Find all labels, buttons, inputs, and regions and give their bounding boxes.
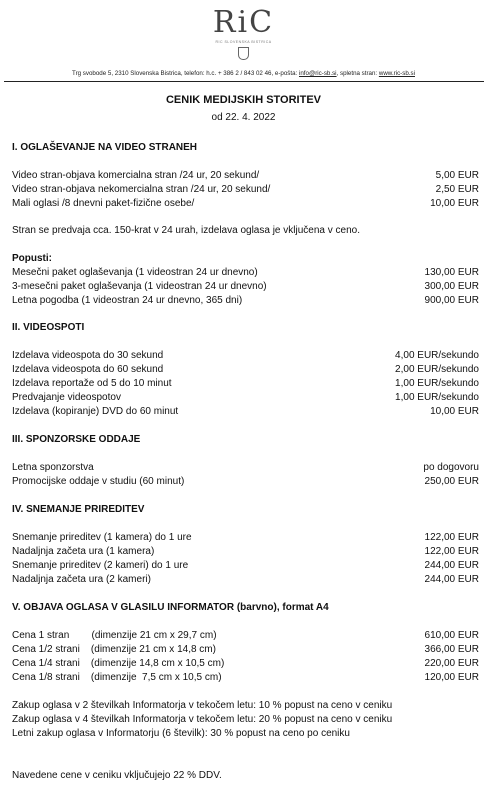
price-item-label: Nadaljnja začeta ura (2 kameri): [12, 574, 151, 585]
price-item-label: Izdelava videospota do 60 sekund: [12, 364, 164, 375]
price-item-value: 5,00 EUR: [435, 170, 479, 181]
price-item-value: 1,00 EUR/sekundo: [395, 392, 479, 403]
section-heading: II. VIDEOSPOTI: [12, 322, 85, 333]
web-label: , spletna stran:: [336, 70, 379, 77]
logo: [0, 5, 487, 60]
logo-subtitle: RIC SLOVENSKA BISTRICA: [215, 40, 272, 44]
price-item-value: 10,00 EUR: [430, 198, 479, 209]
price-item-label: Letna pogodba (1 videostran 24 ur dnevno, 365 dni): [12, 295, 243, 306]
price-item-value: 1,00 EUR/sekundo: [395, 378, 479, 389]
price-item-label: Cena 1/2 strani (dimenzije 21 cm x 14,8 cm): [12, 644, 216, 655]
price-item-value: 122,00 EUR: [424, 532, 479, 543]
price-item-value: 120,00 EUR: [424, 672, 479, 683]
price-item-label: Video stran-objava nekomercialna stran /24 ur, 20 sekund/: [12, 184, 271, 195]
price-item-value: 130,00 EUR: [424, 267, 479, 278]
price-item-value: 300,00 EUR: [424, 281, 479, 292]
header-divider: [4, 81, 484, 82]
crest-icon: [238, 47, 249, 60]
price-item-value: 366,00 EUR: [424, 644, 479, 655]
price-item-label: Nadaljnja začeta ura (1 kamera): [12, 546, 155, 557]
price-item-value: 900,00 EUR: [424, 295, 479, 306]
price-item-value: 4,00 EUR/sekundo: [395, 350, 479, 361]
section-heading: V. OBJAVA OGLASA V GLASILU INFORMATOR (barvno), format A4: [12, 602, 329, 613]
discount-line: Zakup oglasa v 4 številkah Informatorja v tekočem letu: 20 % popust na ceno v ceniku: [12, 714, 393, 725]
price-item-value: 610,00 EUR: [424, 630, 479, 641]
price-item-label: Cena 1/4 strani (dimenzije 14,8 cm x 10,5 cm): [12, 658, 225, 669]
price-item-value: 122,00 EUR: [424, 546, 479, 557]
price-item-label: Predvajanje videospotov: [12, 392, 121, 403]
price-item-value: 2,50 EUR: [435, 184, 479, 195]
section-heading: III. SPONZORSKE ODDAJE: [12, 434, 141, 445]
price-item-value: 244,00 EUR: [424, 574, 479, 585]
price-item-value: 10,00 EUR: [430, 406, 479, 417]
contact-line: [0, 70, 487, 77]
price-item-label: Mali oglasi /8 dnevni paket-fizične osebe/: [12, 198, 195, 209]
price-item-label: Snemanje prireditev (2 kameri) do 1 ure: [12, 560, 189, 571]
price-item-label: Cena 1/8 strani (dimenzije 7,5 cm x 10,5 cm): [12, 672, 222, 683]
price-item-label: Izdelava reportaže od 5 do 10 minut: [12, 378, 172, 389]
price-item-label: Promocijske oddaje v studiu (60 minut): [12, 476, 185, 487]
email-link[interactable]: info@ric-sb.si: [298, 70, 337, 77]
price-item-label: Izdelava videospota do 30 sekund: [12, 350, 164, 361]
discounts-heading: Popusti:: [12, 253, 52, 264]
price-item-value: 220,00 EUR: [424, 658, 479, 669]
price-item-label: Letna sponzorstva: [12, 462, 94, 473]
price-item-value: po dogovoru: [423, 462, 479, 473]
website-link[interactable]: www.ric-sb.si: [378, 70, 415, 77]
section-heading: I. OGLAŠEVANJE NA VIDEO STRANEH: [12, 142, 198, 153]
contact-text: Trg svobode 5, 2310 Slovenska Bistrica, telefon: h.c. + 386 2 / 843 02 46, e-pošta:: [72, 70, 299, 77]
discount-line: Zakup oglasa v 2 številkah Informatorja v tekočem letu: 10 % popust na ceno v ceniku: [12, 700, 393, 711]
section-heading: IV. SNEMANJE PRIREDITEV: [12, 504, 145, 515]
document-title: CENIK MEDIJSKIH STORITEV: [165, 94, 322, 106]
price-item-label: Izdelava (kopiranje) DVD do 60 minut: [12, 406, 179, 417]
price-item-value: 250,00 EUR: [424, 476, 479, 487]
price-item-value: 244,00 EUR: [424, 560, 479, 571]
price-item-label: Mesečni paket oglaševanja (1 videostran 24 ur dnevno): [12, 267, 258, 278]
price-item-label: 3-mesečni paket oglaševanja (1 videostran 24 ur dnevno): [12, 281, 267, 292]
discount-line: Letni zakup oglasa v Informatorju (6 številk): 30 % popust na ceno po ceniku: [12, 728, 350, 739]
price-item-label: Video stran-objava komercialna stran /24 ur, 20 sekund/: [12, 170, 260, 181]
document-date: od 22. 4. 2022: [211, 112, 276, 123]
price-item-label: Snemanje prireditev (1 kamera) do 1 ure: [12, 532, 192, 543]
vat-note: Navedene cene v ceniku vključujejo 22 % DDV.: [12, 770, 222, 781]
note-text: Stran se predvaja cca. 150-krat v 24 urah, izdelava oglasa je vključena v ceno.: [12, 225, 360, 236]
price-item-label: Cena 1 stran (dimenzije 21 cm x 29,7 cm): [12, 630, 217, 641]
price-item-value: 2,00 EUR/sekundo: [395, 364, 479, 375]
logo-mark: RiC: [212, 5, 275, 40]
